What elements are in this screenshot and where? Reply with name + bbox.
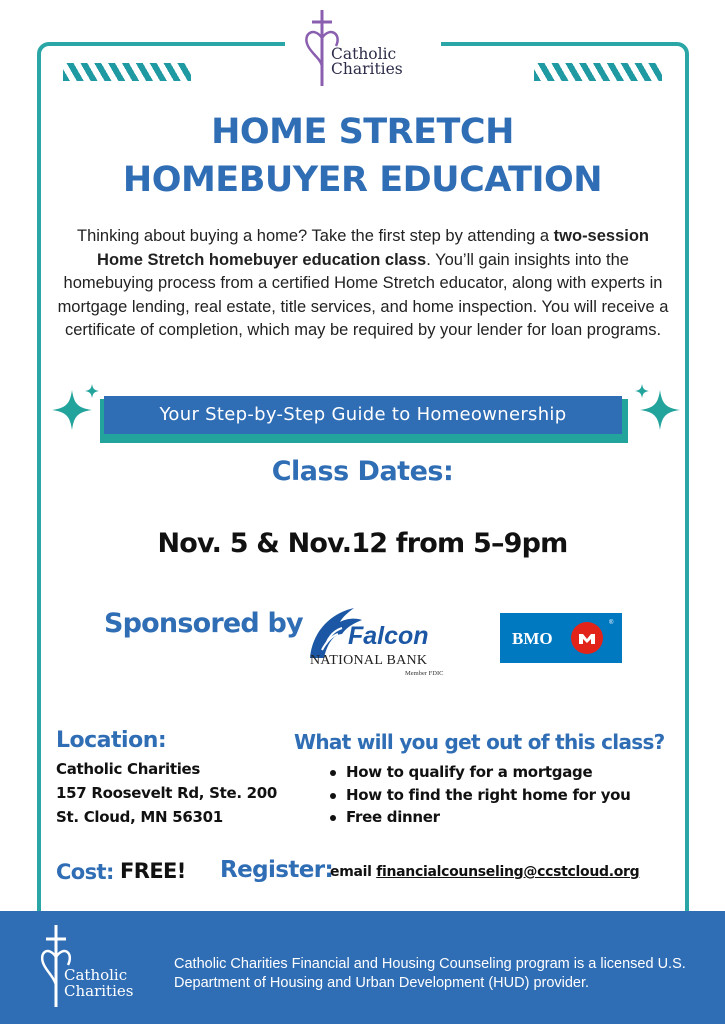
falcon-bank-label: NATIONAL BANK	[310, 653, 428, 668]
footer	[0, 911, 725, 1024]
benefit-item: Free dinner	[330, 806, 631, 829]
footer-logo-line-2: Charities	[64, 982, 134, 1000]
sponsored-by-heading: Sponsored by	[104, 608, 303, 639]
register-label: Register:	[220, 857, 334, 883]
register-prefix: email	[330, 864, 377, 880]
falcon-fdic-label: Member FDIC	[405, 670, 444, 677]
footer-disclaimer: Catholic Charities Financial and Housing Counseling program is a licensed U.S. Department of Housing and Urban Development (HUD) provider.	[174, 956, 686, 991]
cost-label: Cost:	[56, 860, 114, 884]
bmo-registered-mark: ®	[609, 620, 614, 626]
sparkle-icon-left	[48, 384, 104, 436]
footer-logo-line-1: Catholic	[64, 966, 128, 984]
class-dates-heading: Class Dates:	[271, 456, 454, 487]
register-email-link[interactable]: financialcounseling@ccstcloud.org	[376, 864, 640, 880]
falcon-name: Falcon	[348, 622, 429, 650]
guide-banner: Your Step-by-Step Guide to Homeownership	[104, 396, 622, 434]
bmo-name: BMO	[512, 629, 553, 648]
intro-paragraph	[52, 225, 674, 343]
sparkle-icon-right	[630, 384, 686, 436]
location-line-3: St. Cloud, MN 56301	[56, 808, 223, 826]
location-line-2: 157 Roosevelt Rd, Ste. 200	[56, 784, 278, 802]
location-heading: Location:	[56, 728, 167, 753]
intro-text-bold: two-session Home Stretch homebuyer education class	[97, 227, 650, 269]
benefits-list	[330, 761, 631, 829]
intro-text-1: Thinking about buying a home? Take the first step by attending a	[76, 227, 554, 245]
footer-catholic-charities-logo	[40, 921, 160, 1011]
benefit-item: How to find the right home for you	[330, 784, 631, 807]
location-line-1: Catholic Charities	[56, 760, 201, 778]
decorative-stripes-left	[63, 63, 191, 81]
intro-text-2: . You’ll gain insights into the homebuying process from a certified Home Stretch educator, along with experts in mortgage lending, real estate, title services, and home inspection. You will receive a certificate of completion, which may be required by your lender for loan programs.	[57, 250, 669, 340]
bmo-roundel-icon	[571, 622, 603, 654]
cost-value: FREE!	[120, 859, 186, 883]
logo-line-1: Catholic	[331, 45, 397, 63]
catholic-charities-logo	[300, 6, 430, 86]
benefit-item: How to qualify for a mortgage	[330, 761, 631, 784]
logo-line-2: Charities	[331, 60, 403, 78]
benefits-heading: What will you get out of this class?	[294, 730, 665, 754]
register-value	[330, 864, 639, 880]
title-line-1: HOME STRETCH	[211, 112, 514, 152]
decorative-stripes-right	[534, 63, 662, 81]
class-dates-value: Nov. 5 & Nov.12 from 5–9pm	[157, 528, 568, 559]
falcon-national-bank-logo	[306, 598, 456, 680]
bmo-logo	[500, 613, 622, 663]
footer-logo-text	[64, 967, 133, 999]
title-line-2: HOMEBUYER EDUCATION	[122, 160, 603, 200]
logo-text	[331, 47, 403, 77]
